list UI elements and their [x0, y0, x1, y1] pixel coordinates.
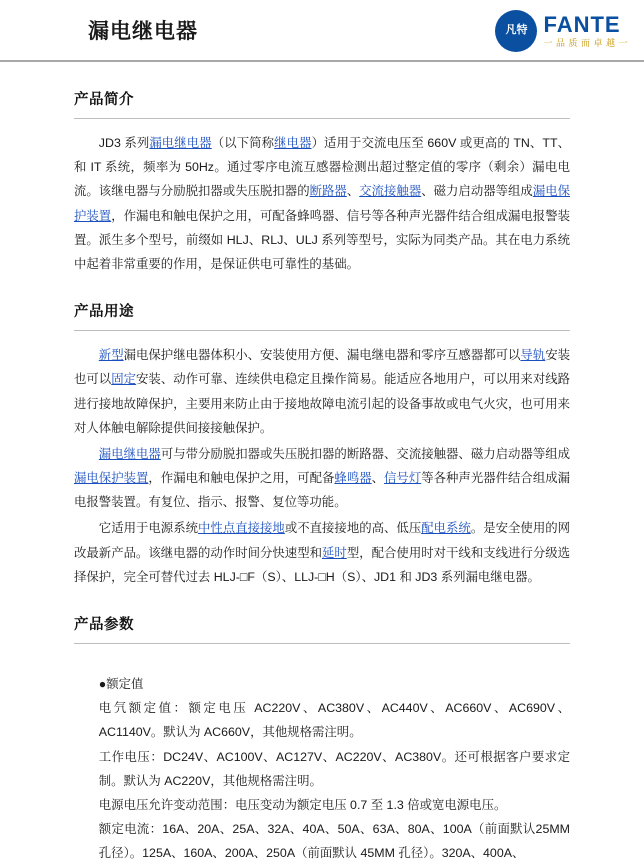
link-leakage-relay-2[interactable]: 漏电继电器 — [98, 446, 161, 461]
usage-paragraph-3 — [74, 516, 570, 589]
link-fixed[interactable]: 固定 — [111, 372, 137, 387]
usage1-text-c: 安装、动作可靠、连续供电稳定且操作简易。能适应各地用户，可以用来对线路进行接地故障保护，主要用来防止由于接地故障电流引起的设备事故或电气火灾，也可用来对人体触电解除提供间接接触保护。 — [74, 372, 571, 435]
usage3-text-b: 或不直接接地的高、低压 — [284, 521, 422, 536]
section-intro-title: 产品简介 — [74, 92, 134, 108]
brand-logo — [495, 10, 628, 52]
section-intro-paragraph — [74, 131, 570, 276]
parameters-list — [74, 672, 570, 866]
intro-text-d: 、 — [346, 184, 360, 199]
link-neutral-grounding[interactable]: 中性点直接接地 — [198, 521, 285, 536]
link-new-type[interactable]: 新型 — [98, 348, 124, 363]
logo-badge-icon: 凡特 — [495, 10, 537, 52]
param-rated-voltage: 电氕额定值：额定电压 AC220V、AC380V、AC440V、AC660V、AC690V、AC1140V。默认为 AC660V，其他规格需注明。 — [98, 701, 570, 740]
usage2-text-b: ，作漏电和触电保护之用，可配备 — [148, 471, 335, 486]
section-parameters-title: 产品参数 — [74, 617, 134, 633]
section-usage — [74, 300, 570, 589]
intro-text-c: ）适用于交流电压至 660V 或更高的 TN、TT、和 IT 系统，频率为 50Hz。通过零序电流互感器检测出超过整定值的零序（剩余）漏电电流。该继电器与分励脱扣器或失压脱扣器的 — [74, 136, 571, 199]
link-ac-contactor[interactable]: 交流接触器 — [359, 184, 422, 199]
section-divider — [74, 118, 570, 119]
page-title: 漏电继电器 — [88, 20, 198, 43]
section-divider — [74, 330, 570, 331]
param-rated-values-heading: ●额定值 — [98, 677, 144, 691]
section-divider — [74, 643, 570, 644]
link-distribution-system[interactable]: 配电系统 — [421, 521, 471, 536]
param-voltage-range: 电源电压允许变动范围：电压变动为额定电压 0.7 至 1.3 倍或宽电源电压。 — [98, 797, 507, 812]
usage1-text-a: 漏电保护继电器体积小、安装使用方便、漏电继电器和零序互感器都可以 — [123, 348, 521, 363]
link-din-rail[interactable]: 导轨 — [520, 348, 546, 363]
section-parameters — [74, 613, 570, 866]
link-leakage-protection-device[interactable]: 漏电保护装置 — [74, 184, 571, 223]
spacer — [74, 591, 570, 613]
intro-text-a: JD3 系列 — [98, 136, 150, 150]
page-header — [0, 0, 644, 62]
logo-slogan: 一 品 质 而 卓 越 一 — [543, 38, 628, 48]
usage2-text-d: 等各种声光器件结合组成漏电报警装置。有复位、指示、报警、复位等功能。 — [74, 471, 571, 510]
link-delay[interactable]: 延时 — [322, 545, 347, 560]
link-buzzer[interactable]: 蜂鸣器 — [334, 471, 372, 486]
link-leakage-protection-device-2[interactable]: 漏电保护装置 — [74, 471, 149, 486]
usage3-text-a: 它适用于电源系统 — [98, 521, 198, 536]
usage-paragraph-1 — [74, 343, 570, 440]
document-content — [0, 62, 644, 866]
intro-text-f: ，作漏电和触电保护之用，可配备蜂鸣器、信号等各种声光器件结合组成漏电报警装置。派生多个型号，前缀如 HLJ、RLJ、ULJ 系列等型号，实际为同类产品。其在电力系统中起着非常重要的作用，是保证供电可靠性的基础。 — [74, 208, 571, 271]
usage1-text-b: 安装也可以 — [74, 348, 571, 387]
usage2-text-a: 可与带分励脱扣器或失压脱扣器的断路器、交流接触器、磁力启动器等组成 — [160, 446, 571, 461]
usage-paragraph-2 — [74, 442, 570, 515]
link-circuit-breaker[interactable]: 断路器 — [309, 184, 347, 199]
logo-brand-name: FANTE — [543, 12, 621, 37]
intro-text-b: （以下简称 — [211, 136, 275, 150]
usage2-text-c: 、 — [371, 471, 385, 486]
intro-text-e: 、磁力启动器等组成 — [421, 184, 533, 199]
section-usage-title: 产品用途 — [74, 304, 134, 321]
usage3-text-c: 。是安全使用的网改最新产品。该继电器的动作时间分快速型和 — [74, 521, 571, 560]
link-relay[interactable]: 继电器 — [274, 136, 312, 150]
spacer — [74, 278, 570, 300]
logo-text — [543, 14, 628, 48]
param-rated-current: 额定电流：16A、20A、25A、32A、40A、50A、63A、80A、100A（前面默认25MM 孔径）。125A、160A、200A、250A（前面默认 45MM 孔径）。320A、400A、 — [98, 822, 570, 861]
usage3-text-d: 型，配合使用时对干线和支线进行分级选择保护，完全可替代过去 HLJ-□F（S）、LLJ-□H（S）、JD1 和 JD3 系列漏电继电器。 — [74, 545, 571, 584]
section-intro — [74, 88, 570, 276]
param-working-voltage: 工作电压：DC24V、AC100V、AC127V、AC220V、AC380V。还可根据客户要求定制。默认为 AC220V，其他规格需注明。 — [98, 749, 570, 788]
spacer — [74, 656, 570, 672]
link-leakage-relay[interactable]: 漏电继电器 — [149, 136, 212, 150]
link-signal-lamp[interactable]: 信号灯 — [384, 471, 422, 486]
